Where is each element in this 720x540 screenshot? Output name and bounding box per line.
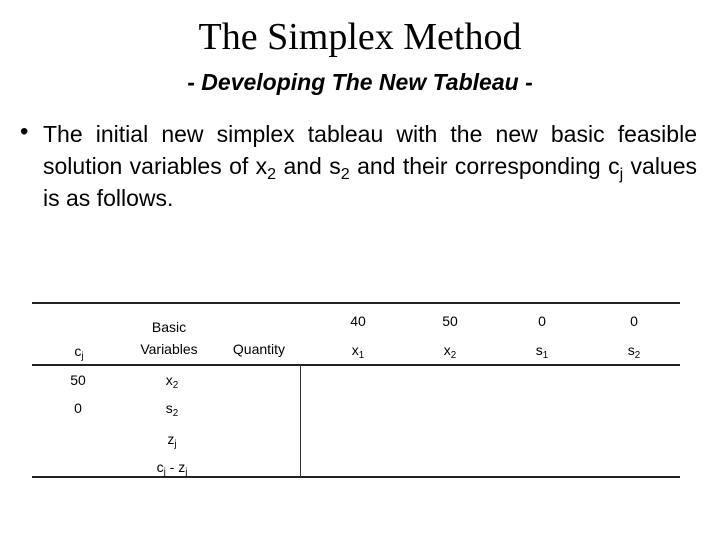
table-top-rule [32,302,680,304]
zj-row-label: $z_j$ [167,431,177,450]
header-var-s2: $s_2$ [627,342,641,361]
row-cj-value: 50 [70,372,86,388]
cj-minus-zj-row-label: $c_j - z_j$ [156,459,188,478]
header-coef-x1: 40 [350,313,366,329]
slide-subtitle: - Developing The New Tableau - [187,69,533,95]
row-cj-value: 0 [74,400,82,416]
table-bottom-rule [32,476,680,478]
table-column-divider [300,364,301,477]
bullet-text: The initial new simplex tableau with the new basic feasible solution variables of $x_2$ and $s_2$ and their corresponding $c_j$ values is as follows. [43,121,698,211]
header-basic: Basic [151,319,187,335]
table-header-rule [32,364,680,366]
row-basic-variable: $s_2$ [165,400,179,419]
header-var-s1: $s_1$ [535,342,549,361]
bullet-icon: • [20,118,29,145]
header-var-x2: $x_2$ [443,342,457,361]
header-cj: $c_j$ [74,343,84,362]
slide-title: The Simplex Method [198,16,522,58]
header-coef-s2: 0 [630,313,638,329]
header-variables: Variables [140,341,198,357]
header-coef-x2: 50 [442,313,458,329]
row-basic-variable: $x_2$ [165,372,179,391]
header-quantity: Quantity [232,341,286,357]
header-coef-s1: 0 [538,313,546,329]
header-var-x1: $x_1$ [351,342,365,361]
